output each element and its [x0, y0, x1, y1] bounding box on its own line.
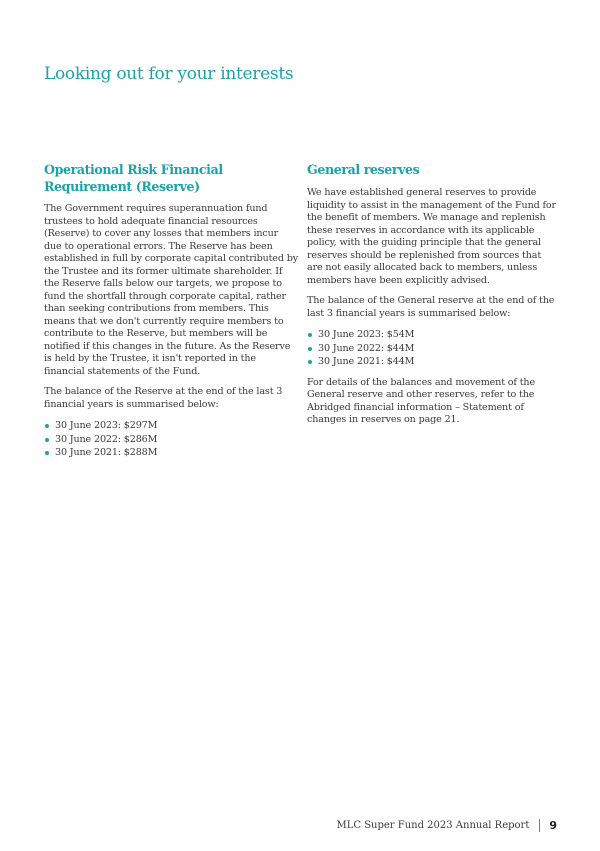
- list-item-text: 30 June 2022: $286M: [55, 433, 158, 445]
- list-item: [307, 342, 559, 356]
- footer-report-title: MLC Super Fund 2023 Annual Report: [336, 820, 530, 831]
- list-item-text: 30 June 2022: $44M: [318, 342, 415, 354]
- general-reserves-heading: General reserves: [307, 162, 420, 177]
- page-footer: [336, 819, 557, 832]
- orfr-section: [44, 161, 298, 468]
- list-item-text: 30 June 2023: $54M: [318, 329, 415, 340]
- list-item: [307, 355, 559, 369]
- page-title: Looking out for your interests: [44, 64, 294, 84]
- bullet-icon: [308, 347, 312, 351]
- general-reserves-balance-intro: The balance of the General reserve at the end of the last 3 financial years is summarised below:: [307, 295, 555, 319]
- page-number: 9: [549, 819, 557, 832]
- list-item-text: 30 June 2021: $288M: [55, 447, 158, 458]
- bullet-icon: [45, 451, 49, 455]
- list-item-text: 30 June 2021: $44M: [318, 356, 415, 367]
- general-reserves-paragraph: We have established general reserves to provide liquidity to assist in the management of the Fund for the benefit of members. We manage and replenish these reserves in accordance with its applicable policy, with the guiding principle that the general reserves should be replenished from sources that are not easily allocated back to members, unless members have been explicitly advised.: [307, 187, 556, 286]
- list-item: [44, 446, 298, 460]
- list-item-text: 30 June 2023: $297M: [55, 420, 158, 431]
- orfr-paragraph: The Government requires superannuation fund trustees to hold adequate financial resources (Reserve) to cover any losses that members incur due to operational errors. The Reserve has been established in full by corporate capital contributed by the Trustee and its former ultimate shareholder. If the Reserve falls below our targets, we propose to fund the shortfall through corporate capital, rather than seeking contributions from members. This means that we don't currently require members to contribute to the Reserve, but members will be notified if this changes in the future. As the Reserve is held by the Trustee, it isn't reported in the financial statements of the Fund.: [44, 203, 298, 377]
- bullet-icon: [45, 438, 49, 442]
- list-item: [307, 328, 559, 342]
- bullet-icon: [45, 424, 49, 428]
- bullet-icon: [308, 360, 312, 364]
- list-item: [44, 419, 298, 433]
- bullet-icon: [308, 333, 312, 337]
- orfr-balance-list: [44, 419, 298, 460]
- list-item: [44, 433, 298, 447]
- general-reserves-balance-list: [307, 328, 559, 369]
- orfr-balance-intro: The balance of the Reserve at the end of the last 3 financial years is summarised below:: [44, 386, 283, 410]
- general-reserves-section: [307, 161, 559, 435]
- orfr-heading: Operational Risk Financial Requirement (Reserve): [44, 162, 223, 194]
- footer-divider: [539, 819, 540, 832]
- general-reserves-details-paragraph: For details of the balances and movement of the General reserve and other reserves, refer to the Abridged financial information – Statement of changes in reserves on page 21.: [307, 376, 535, 425]
